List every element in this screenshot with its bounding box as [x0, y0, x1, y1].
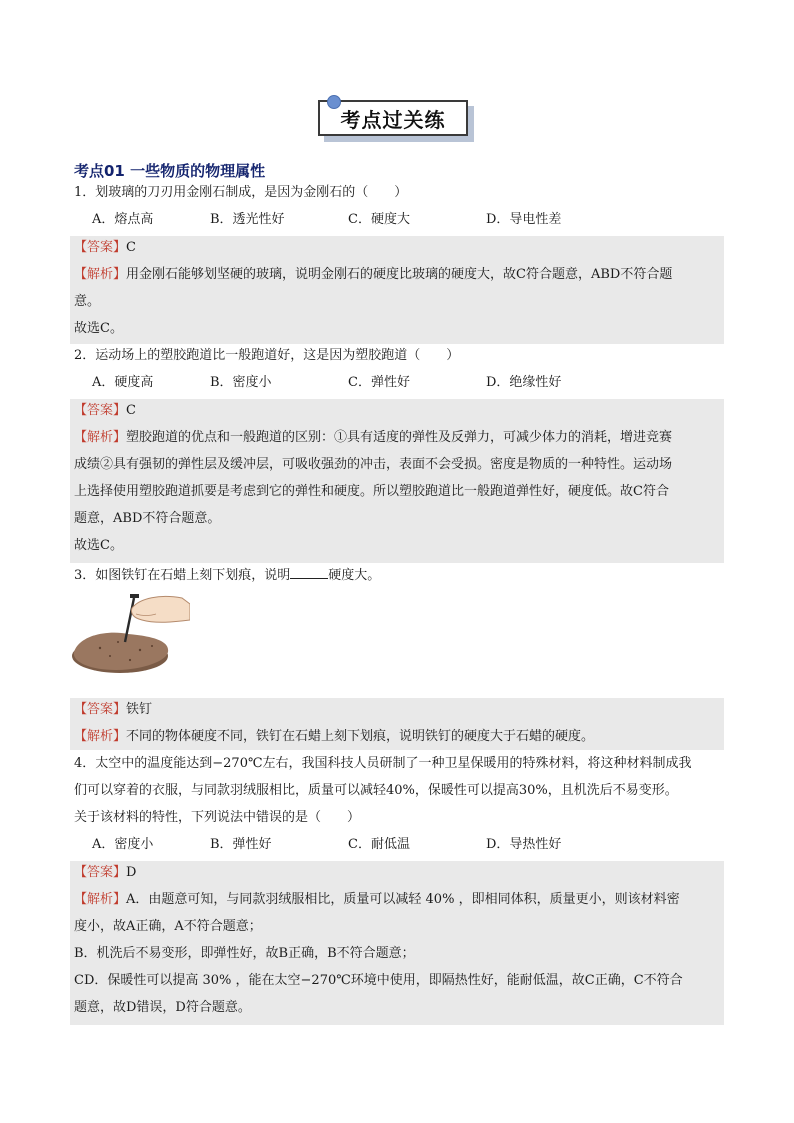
section-heading: 考点01 一些物质的物理属性 — [74, 162, 266, 180]
question-2-analysis-line-2: 成绩②具有强韧的弹性层及缓冲层，可吸收强劲的冲击，表面不会受损。密度是物质的一种特性。运动场 — [74, 457, 673, 472]
analysis-tag: 【解析】 — [74, 729, 127, 744]
answer-tag: 【答案】 — [74, 865, 127, 880]
question-3-answer: 【答案】铁钉 — [74, 702, 153, 717]
question-2-stem: 2．运动场上的塑胶跑道比一般跑道好，这是因为塑胶跑道（ ） — [74, 348, 460, 363]
option-b: B．密度小 — [210, 375, 272, 390]
question-2-answer-block — [70, 399, 724, 563]
question-4-analysis-line-3: B．机洗后不易变形，即弹性好，故B正确，B不符合题意； — [74, 946, 415, 961]
analysis-tag: 【解析】 — [74, 267, 127, 282]
question-4-stem-line-3: 关于该材料的特性，下列说法中错误的是（ ） — [74, 810, 361, 825]
question-2-analysis-line-4: 题意，ABD不符合题意。 — [74, 511, 221, 526]
question-1-analysis-line-3: 故选C。 — [74, 321, 123, 336]
option-c: C．硬度大 — [348, 212, 410, 227]
option-c: C．弹性好 — [348, 375, 410, 390]
page-title: 考点过关练 — [318, 100, 468, 136]
question-4-stem-line-2: 们可以穿着的衣服，与同款羽绒服相比，质量可以减轻40%，保暖性可以提高30%，且机洗后不易变形。 — [74, 783, 678, 798]
answer-tag: 【答案】 — [74, 240, 127, 255]
question-1-answer: 【答案】C — [74, 240, 136, 255]
question-3-analysis: 【解析】不同的物体硬度不同，铁钉在石蜡上刻下划痕，说明铁钉的硬度大于石蜡的硬度。 — [74, 729, 595, 744]
question-4-analysis-line-5: 题意，故D错误，D符合题意。 — [74, 1000, 251, 1015]
nail-on-wax-figure — [70, 590, 190, 680]
answer-tag: 【答案】 — [74, 702, 127, 717]
question-4-stem-line-1: 4．太空中的温度能达到−270℃左右，我国科技人员研制了一种卫星保暖用的特殊材料，将这种材料制成我 — [74, 756, 692, 771]
option-a: A．硬度高 — [92, 375, 154, 390]
question-4-analysis-line-1: 【解析】A．由题意可知，与同款羽绒服相比，质量可以减轻 40% ，即相同体积，质量更小，则该材料密 — [74, 892, 680, 907]
question-1-answer-block — [70, 236, 724, 344]
fill-blank — [290, 564, 328, 579]
option-a: A．密度小 — [92, 837, 154, 852]
option-c: C．耐低温 — [348, 837, 410, 852]
option-b: B．透光性好 — [210, 212, 285, 227]
question-4-answer: 【答案】D — [74, 865, 137, 880]
question-2-analysis-line-3: 上选择使用塑胶跑道抓要是考虑到它的弹性和硬度。所以塑胶跑道比一般跑道弹性好，硬度低。故C符合 — [74, 484, 669, 499]
question-4-analysis-line-4: CD．保暖性可以提高 30% ，能在太空−270℃环境中使用，即隔热性好，能耐低温，故C正确，C不符合 — [74, 973, 683, 988]
option-a: A．熔点高 — [92, 212, 154, 227]
question-2-analysis-line-5: 故选C。 — [74, 538, 123, 553]
banner-dot-icon — [327, 95, 341, 109]
analysis-tag: 【解析】 — [74, 892, 127, 907]
option-d: D．绝缘性好 — [486, 375, 562, 390]
option-d: D．导热性好 — [486, 837, 562, 852]
answer-tag: 【答案】 — [74, 403, 127, 418]
title-banner — [318, 100, 476, 144]
question-3-stem: 3．如图铁钉在石蜡上刻下划痕，说明 硬度大。 — [74, 564, 380, 586]
option-d: D．导电性差 — [486, 212, 562, 227]
question-2-answer: 【答案】C — [74, 403, 136, 418]
option-b: B．弹性好 — [210, 837, 272, 852]
question-1-analysis-line-2: 意。 — [74, 294, 101, 309]
question-2-analysis-line-1: 【解析】塑胶跑道的优点和一般跑道的区别：①具有适度的弹性及反弹力，可减少体力的消耗，增进竞赛 — [74, 430, 673, 445]
question-4-analysis-line-2: 度小，故A正确，A不符合题意； — [74, 919, 262, 934]
question-1-stem: 1．划玻璃的刀刃用金刚石制成，是因为金刚石的（ ） — [74, 185, 408, 200]
question-1-analysis-line-1: 【解析】用金刚石能够划坚硬的玻璃，说明金刚石的硬度比玻璃的硬度大，故C符合题意，ABD不符合题 — [74, 267, 673, 282]
analysis-tag: 【解析】 — [74, 430, 127, 445]
